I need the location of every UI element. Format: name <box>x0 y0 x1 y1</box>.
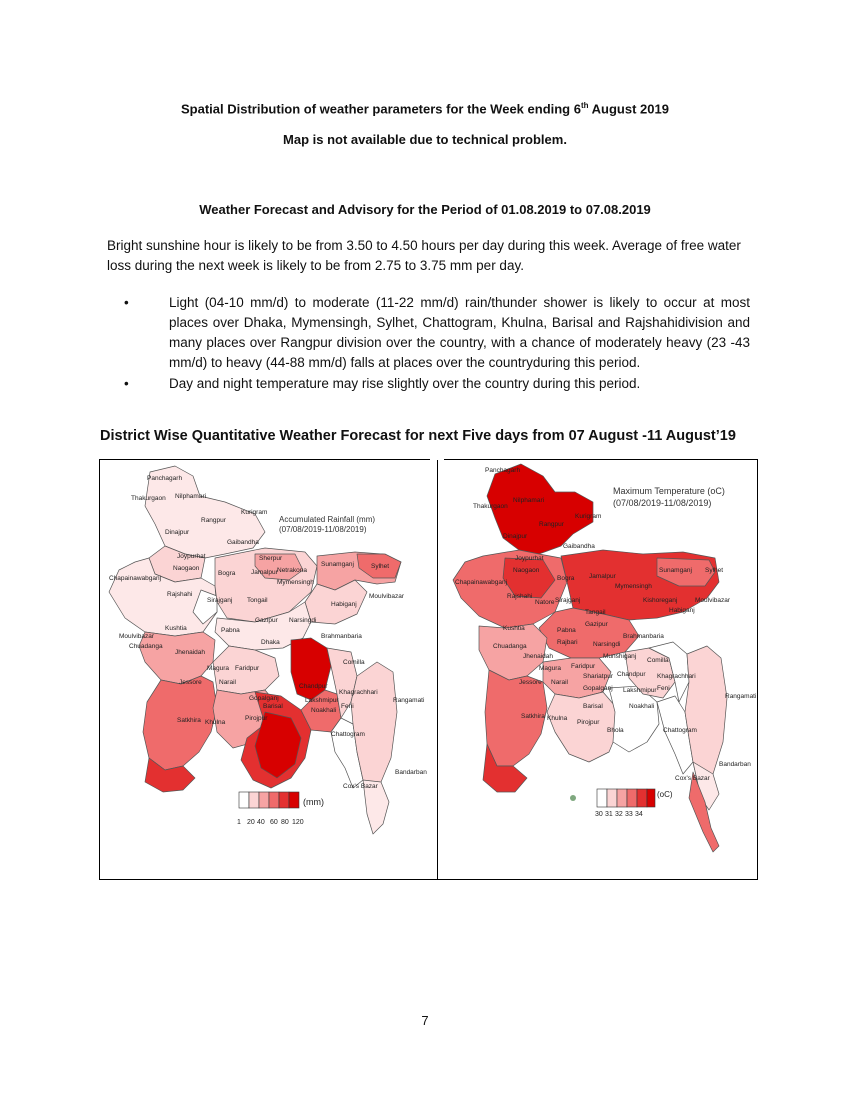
district-label: Munshiganj <box>603 653 637 660</box>
legend-swatch <box>647 789 655 807</box>
district-label: Dinajpur <box>165 529 190 536</box>
legend-swatch <box>259 792 269 808</box>
legend-swatch <box>617 789 627 807</box>
district-label: Tangail <box>585 609 606 616</box>
district-label: Magura <box>207 665 230 672</box>
district-label: Dinajpur <box>503 533 528 540</box>
district-label: Comilla <box>343 659 365 666</box>
bullet-icon: • <box>124 376 129 391</box>
district-label: Cox's Bazar <box>675 775 710 782</box>
district-label: Moulvibazar <box>695 597 731 604</box>
district-label: Gazipur <box>585 621 608 628</box>
district-label: Rajbari <box>557 639 578 646</box>
legend-tick: 60 <box>270 819 278 826</box>
district-label: Kishoreganj <box>643 597 678 604</box>
district-label: Shariatpur <box>583 673 613 680</box>
legend-tick: 33 <box>625 811 633 818</box>
district-label: Kushtia <box>503 625 525 632</box>
district-label: Chuadanga <box>493 643 527 650</box>
spatial-distribution-title <box>0 101 850 116</box>
district-label: Netrakona <box>277 567 307 574</box>
legend-swatch <box>239 792 249 808</box>
district-label: Nilphamari <box>175 493 207 500</box>
district-label: Magura <box>539 665 562 672</box>
district-label: Jhenaidah <box>175 649 205 656</box>
district-label: Pabna <box>221 627 240 634</box>
district-label: Kushtia <box>165 625 187 632</box>
district-label: Bandarban <box>395 769 427 776</box>
district-label: Bogra <box>218 570 236 577</box>
district-label: Khagrachhari <box>657 673 696 680</box>
district-label: Gopalganj <box>583 685 613 692</box>
district-label: Habiganj <box>669 607 695 614</box>
district-label: Naogaon <box>173 565 200 572</box>
rainfall-map-period: (07/08/2019-11/08/2019) <box>279 525 367 534</box>
temperature-map <box>443 462 757 876</box>
district-label: Dhaka <box>261 639 280 646</box>
forecast-bullet-1 <box>107 293 750 373</box>
district-label: Lakshmipur <box>623 687 657 694</box>
district-label: Chandpur <box>617 671 646 678</box>
forecast-bullet-2 <box>107 374 750 394</box>
bullet-text: Day and night temperature may rise slightly over the country during this period. <box>169 376 641 391</box>
legend-tick: 40 <box>257 819 265 826</box>
district-label: Pirojpur <box>577 719 600 726</box>
legend-swatch <box>289 792 299 808</box>
district-label: Brahmanbaria <box>321 633 362 640</box>
district-label: Kurigram <box>575 513 602 520</box>
district-label: Bhola <box>607 727 624 734</box>
district-label: Jessore <box>519 679 542 686</box>
district-label: Chandpur <box>299 683 328 690</box>
district-label: Faridpur <box>235 665 260 672</box>
district-label: Sirajganj <box>555 597 581 604</box>
district-label: Moulvibazar <box>119 633 155 640</box>
district-label: Bogra <box>557 575 575 582</box>
district-label: Gopalganj <box>249 695 279 702</box>
legend-unit: (oC) <box>657 790 673 799</box>
district-label: Chapainawabganj <box>455 579 508 586</box>
legend-swatch <box>269 792 279 808</box>
district-label: Comilla <box>647 657 669 664</box>
legend-tick: 34 <box>635 811 643 818</box>
district-label: Moulvibazar <box>369 593 405 600</box>
title-text: Spatial Distribution of weather parameters for the Week ending 6 <box>181 101 581 117</box>
district-label: Khulna <box>547 715 568 722</box>
district-label: Satkhira <box>177 717 201 724</box>
district-label: Habiganj <box>331 601 357 608</box>
district-label: Narail <box>551 679 568 686</box>
forecast-paragraph: Bright sunshine hour is likely to be from 3.50 to 4.50 hours per day during this week. Average of free water loss during the next week is likely to be from 2.75 to 3.75 mm per day. <box>107 238 741 273</box>
district-label: Kurigram <box>241 509 268 516</box>
district-label: Khagrachhari <box>339 689 378 696</box>
district-label: Joypurhat <box>515 555 544 562</box>
temperature-legend <box>570 789 673 818</box>
legend-swatch <box>637 789 647 807</box>
district-label: Gaibandha <box>227 539 259 546</box>
district-label: Natore <box>535 599 555 606</box>
rainfall-map <box>105 462 433 876</box>
district-label: Khulna <box>205 719 226 726</box>
district-label: Mymensingh <box>277 579 314 586</box>
district-label: Sunamganj <box>659 567 692 574</box>
district-label: Feni <box>657 685 670 692</box>
district-label: Mymensingh <box>615 583 652 590</box>
district-label: Nilphamari <box>513 497 545 504</box>
forecast-title: Weather Forecast and Advisory for the Period of 01.08.2019 to 07.08.2019 <box>199 202 651 217</box>
district-label: Chattogram <box>663 727 697 734</box>
district-label: Naogaon <box>513 567 540 574</box>
legend-tick: 32 <box>615 811 623 818</box>
map-table-divider <box>437 459 438 880</box>
district-label: Rangamati <box>393 697 425 704</box>
district-label: Rajshahi <box>167 591 193 598</box>
district-label: Joypurhat <box>177 553 206 560</box>
bullet-text: Light (04-10 mm/d) to moderate (11-22 mm/d) rain/thunder shower is likely to occur at most places over Dhaka, Mymensingh, Sylhet, Chattogram, Khulna, Barisal and Rajshahidivision and many places over Rangpur division over the country, with a chance of moderately heavy (23 -43 mm/d) to heavy (44-88 mm/d) falls at places over the countryduring this period. <box>169 295 750 370</box>
district-label: Bandarban <box>719 761 751 768</box>
legend-tick: 80 <box>281 819 289 826</box>
legend-tick: 1 <box>237 819 241 826</box>
district-label: Panchagarh <box>485 467 521 474</box>
legend-swatch <box>627 789 637 807</box>
legend-swatch <box>249 792 259 808</box>
district-label: Panchagarh <box>147 475 183 482</box>
district-label: Feni <box>341 703 354 710</box>
district-label: Sylhet <box>705 567 724 574</box>
map-notice: Map is not available due to technical problem. <box>283 132 567 147</box>
legend-tick: 30 <box>595 811 603 818</box>
district-label: Noakhali <box>311 707 337 714</box>
district-label: Pabna <box>557 627 576 634</box>
legend-swatch <box>607 789 617 807</box>
bullet-icon: • <box>124 295 129 310</box>
district-label: Narsingdi <box>593 641 621 648</box>
temperature-map-period: (07/08/2019-11/08/2019) <box>613 498 712 508</box>
legend-unit: (mm) <box>303 797 324 807</box>
district-label: Rangpur <box>201 517 226 524</box>
district-label: Jamalpur <box>589 573 616 580</box>
district-label: Sherpur <box>259 555 283 562</box>
district-forecast-title: District Wise Quantitative Weather Forecast for next Five days from 07 August -11 August’19 <box>100 428 736 444</box>
title-end-text: August 2019 <box>588 101 669 117</box>
forecast-bullet-list <box>107 293 750 395</box>
district-label: Narail <box>219 679 236 686</box>
district-label: Jessore <box>179 679 202 686</box>
district-label: Chattogram <box>331 731 365 738</box>
district-label: Sirajganj <box>207 597 233 604</box>
legend-swatch <box>279 792 289 808</box>
district-label: Barisal <box>263 703 283 710</box>
legend-tick: 120 <box>292 819 304 826</box>
district-label: Gaibandha <box>563 543 595 550</box>
temperature-map-title: Maximum Temperature (oC) <box>613 486 725 496</box>
district-label: Noakhali <box>629 703 655 710</box>
district-label: Barisal <box>583 703 603 710</box>
district-label: Thakurgaon <box>131 495 166 502</box>
district-label: Faridpur <box>571 663 596 670</box>
district-label: Thakurgaon <box>473 503 508 510</box>
district-label: Sylhet <box>371 563 390 570</box>
legend-marker-icon <box>570 795 576 801</box>
district-label: Tongail <box>247 597 268 604</box>
rainfall-legend <box>237 792 324 826</box>
district-label: Chuadanga <box>129 643 163 650</box>
district-label: Gazipur <box>255 617 278 624</box>
title-superscript: th <box>580 101 589 110</box>
district-label: Rangpur <box>539 521 564 528</box>
district-label: Rangamati <box>725 693 757 700</box>
table-gap <box>430 459 444 460</box>
legend-tick: 20 <box>247 819 255 826</box>
page-number: 7 <box>421 1013 429 1028</box>
district-label: Sunamganj <box>321 561 354 568</box>
district-label: Jamalpur <box>251 569 278 576</box>
district-label: Lakshmipur <box>305 697 339 704</box>
district-label: Narsingdi <box>289 617 317 624</box>
district-label: Pirojpur <box>245 715 268 722</box>
district-label: Brahmanbaria <box>623 633 664 640</box>
legend-swatch <box>597 789 607 807</box>
district-label: Jhenaidah <box>523 653 553 660</box>
district-label: Cox's Bazar <box>343 783 378 790</box>
district-label: Rajshahi <box>507 593 533 600</box>
district-label: Satkhira <box>521 713 545 720</box>
district-label: Chapainawabganj <box>109 575 162 582</box>
rainfall-map-title: Accumulated Rainfall (mm) <box>279 515 376 524</box>
legend-tick: 31 <box>605 811 613 818</box>
